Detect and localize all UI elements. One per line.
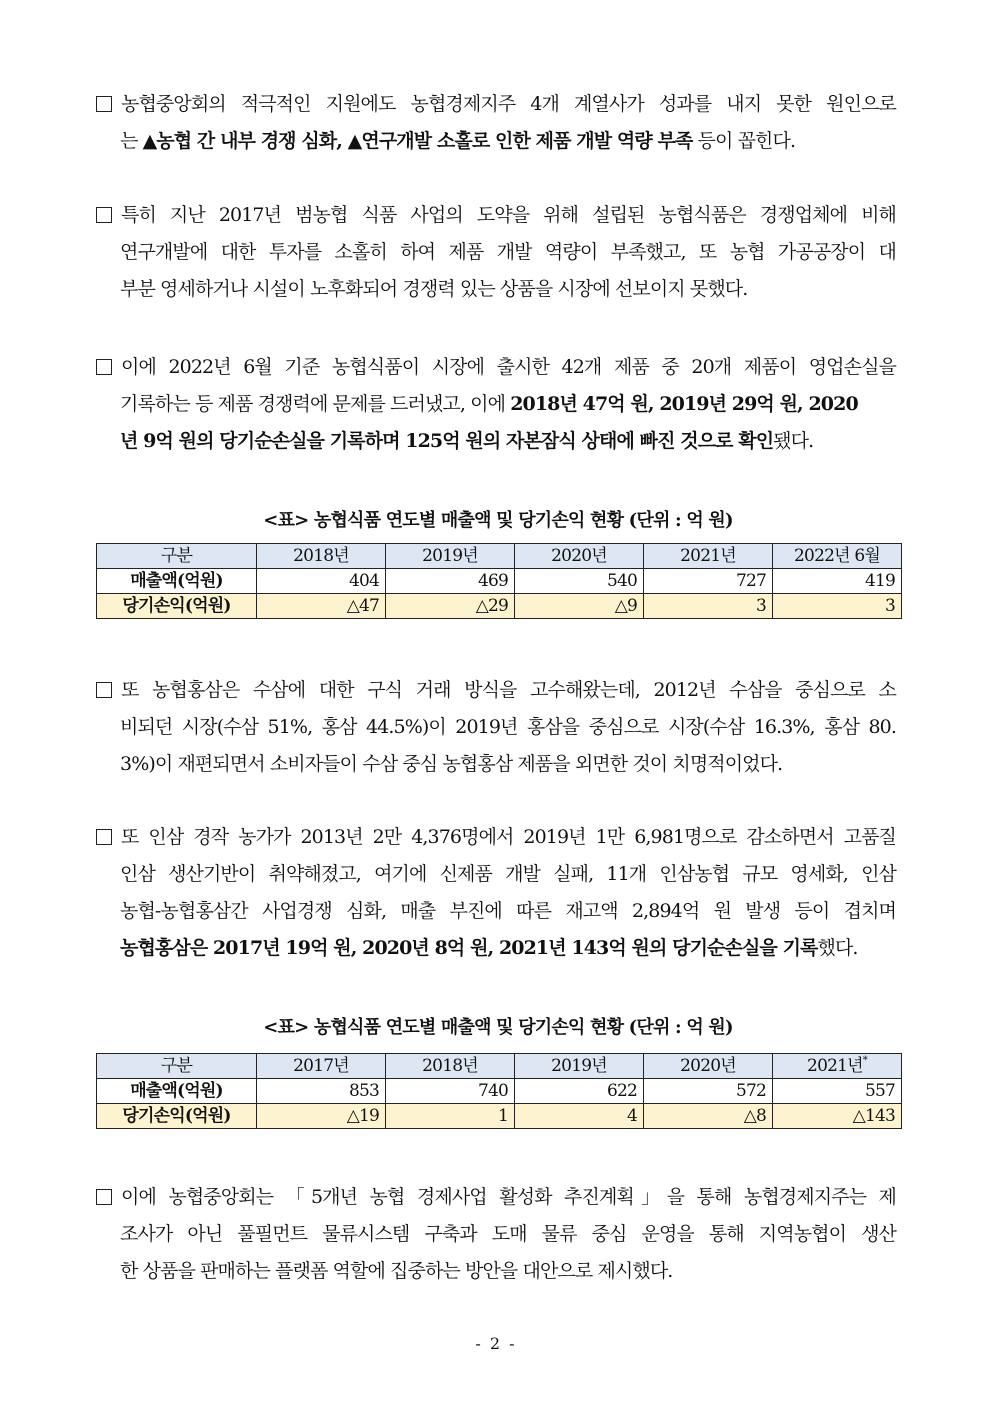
table-cell: 3 — [644, 594, 773, 619]
table-cell: 3 — [773, 594, 902, 619]
table-header-cell: 2021년 — [644, 544, 773, 569]
table-cell: 4 — [515, 1104, 644, 1129]
table-header-cell: 2021년* — [773, 1054, 902, 1079]
table-cell: △8 — [644, 1104, 773, 1129]
table-cell: 1 — [386, 1104, 515, 1129]
table-header-cell: 2019년 — [515, 1054, 644, 1079]
table-cell: 557 — [773, 1079, 902, 1104]
row-label: 당기손익(억원) — [97, 594, 257, 619]
paragraph-line: 특히 지난 2017년 범농협 식품 사업의 도약을 위해 설립된 농협식품은 경쟁업체에 비해 — [96, 197, 896, 234]
checkbox-bullet-icon — [96, 829, 112, 845]
paragraph-line: 조사가 아닌 풀필먼트 물류시스템 구축과 도매 물류 중심 운영을 통해 지역농협이 생산 — [120, 1223, 896, 1245]
table-header-cell: 2018년 — [386, 1054, 515, 1079]
table-cell: 727 — [644, 569, 773, 594]
checkbox-bullet-icon — [96, 359, 112, 375]
table-cell: 469 — [386, 569, 515, 594]
row-label: 매출액(억원) — [97, 1079, 257, 1104]
paragraph-line: 농협홍삼은 2017년 19억 원, 2020년 8억 원, 2021년 143억 원의 당기순손실을 기록했다. — [120, 937, 858, 959]
table-nh-red-ginseng-financials — [96, 1053, 902, 1129]
paragraph-line: 이에 2022년 6월 기준 농협식품이 시장에 출시한 42개 제품 중 20개 제품이 영업손실을 — [96, 349, 896, 386]
table-row — [97, 1104, 902, 1129]
paragraph-nh-plan — [96, 1179, 896, 1290]
emphasis-text: 년 9억 원의 당기순손실을 기록하며 125억 원의 자본잠식 상태에 빠진 것으로 확인 — [120, 430, 774, 452]
checkbox-bullet-icon — [96, 682, 112, 698]
paragraph-line: 또 인삼 경작 농가가 2013년 2만 4,376명에서 2019년 1만 6,981명으로 감소하면서 고품질 — [96, 819, 896, 856]
emphasis-text: 농협홍삼은 2017년 19억 원, 2020년 8억 원, 2021년 143억 원의 당기순손실을 기록 — [120, 937, 818, 959]
table-row — [97, 594, 902, 619]
table-cell: △143 — [773, 1104, 902, 1129]
table-header-cell: 2020년 — [515, 544, 644, 569]
table-header-cell: 2019년 — [386, 544, 515, 569]
table-header-cell: 구분 — [97, 1054, 257, 1079]
table-cell: 419 — [773, 569, 902, 594]
table-cell: 540 — [515, 569, 644, 594]
table-cell: △47 — [257, 594, 386, 619]
table-cell: 572 — [644, 1079, 773, 1104]
emphasis-text: ▲농협 간 내부 경쟁 심화, ▲연구개발 소홀로 인한 제품 개발 역량 부족 — [142, 130, 693, 152]
table-header-cell: 2017년 — [257, 1054, 386, 1079]
row-label: 당기손익(억원) — [97, 1104, 257, 1129]
table-header-cell: 2020년 — [644, 1054, 773, 1079]
table-cell: 740 — [386, 1079, 515, 1104]
paragraph-line: 농협중앙회의 적극적인 지원에도 농협경제지주 4개 계열사가 성과를 내지 못한 원인으로 — [96, 86, 896, 123]
paragraph-line: 농협-농협홍삼간 사업경쟁 심화, 매출 부진에 따른 재고액 2,894억 원 발생 등이 겹치며 — [120, 900, 896, 922]
table-row — [97, 1079, 902, 1104]
table-cell: △9 — [515, 594, 644, 619]
paragraph-line: 비되던 시장(수삼 51%, 홍삼 44.5%)이 2019년 홍삼을 중심으로 시장(수삼 16.3%, 홍삼 80. — [120, 716, 896, 738]
table-caption: <표> 농협식품 연도별 매출액 및 당기손익 현황 (단위 : 억 원) — [263, 1017, 733, 1038]
paragraph-line: 또 농협홍삼은 수삼에 대한 구식 거래 방식을 고수해왔는데, 2012년 수삼을 중심으로 소 — [96, 672, 896, 709]
table-cell: 622 — [515, 1079, 644, 1104]
paragraph-line: 기록하는 등 제품 경쟁력에 문제를 드러냈고, 이에 2018년 47억 원, 2019년 29억 원, 2020 — [120, 393, 858, 415]
paragraph-nh-food-losses — [96, 349, 896, 460]
emphasis-text: 2018년 47억 원, 2019년 29억 원, 2020 — [510, 393, 858, 415]
paragraph-nh-food-background — [96, 197, 896, 308]
footnote-mark: * — [862, 1055, 867, 1066]
table-nh-food-financials — [96, 543, 902, 619]
paragraph-ginseng-farms — [96, 819, 896, 967]
paragraph-line: 부분 영세하거나 시설이 노후화되어 경쟁력 있는 상품을 시장에 선보이지 못했다. — [120, 278, 748, 300]
paragraph-causes — [96, 86, 896, 160]
table-caption: <표> 농협식품 연도별 매출액 및 당기손익 현황 (단위 : 억 원) — [263, 510, 733, 531]
table-header-cell: 2022년 6월 — [773, 544, 902, 569]
checkbox-bullet-icon — [96, 96, 112, 112]
table-cell: 404 — [257, 569, 386, 594]
paragraph-line: 한 상품을 판매하는 플랫폼 역할에 집중하는 방안을 대안으로 제시했다. — [120, 1260, 673, 1282]
paragraph-line: 이에 농협중앙회는 「5개년 농협 경제사업 활성화 추진계획」을 통해 농협경제지주는 제 — [96, 1179, 896, 1216]
checkbox-bullet-icon — [96, 1189, 112, 1205]
paragraph-line: 는 ▲농협 간 내부 경쟁 심화, ▲연구개발 소홀로 인한 제품 개발 역량 부족 등이 꼽힌다. — [120, 130, 796, 152]
paragraph-red-ginseng-market — [96, 672, 896, 783]
table-header-row — [97, 544, 902, 569]
row-label: 매출액(억원) — [97, 569, 257, 594]
table-header-row — [97, 1054, 902, 1079]
paragraph-line: 3%)이 재편되면서 소비자들이 수삼 중심 농협홍삼 제품을 외면한 것이 치명적이었다. — [120, 753, 783, 775]
table-cell: △29 — [386, 594, 515, 619]
table-cell: △19 — [257, 1104, 386, 1129]
page-number: - 2 - — [475, 1334, 517, 1353]
paragraph-line: 년 9억 원의 당기순손실을 기록하며 125억 원의 자본잠식 상태에 빠진 것으로 확인됐다. — [120, 430, 814, 452]
checkbox-bullet-icon — [96, 207, 112, 223]
table-row — [97, 569, 902, 594]
table-cell: 853 — [257, 1079, 386, 1104]
paragraph-line: 인삼 생산기반이 취약해졌고, 여기에 신제품 개발 실패, 11개 인삼농협 규모 영세화, 인삼 — [120, 863, 896, 885]
table-header-cell: 2018년 — [257, 544, 386, 569]
paragraph-line: 연구개발에 대한 투자를 소홀히 하여 제품 개발 역량이 부족했고, 또 농협 가공공장이 대 — [120, 241, 896, 263]
table-header-cell: 구분 — [97, 544, 257, 569]
